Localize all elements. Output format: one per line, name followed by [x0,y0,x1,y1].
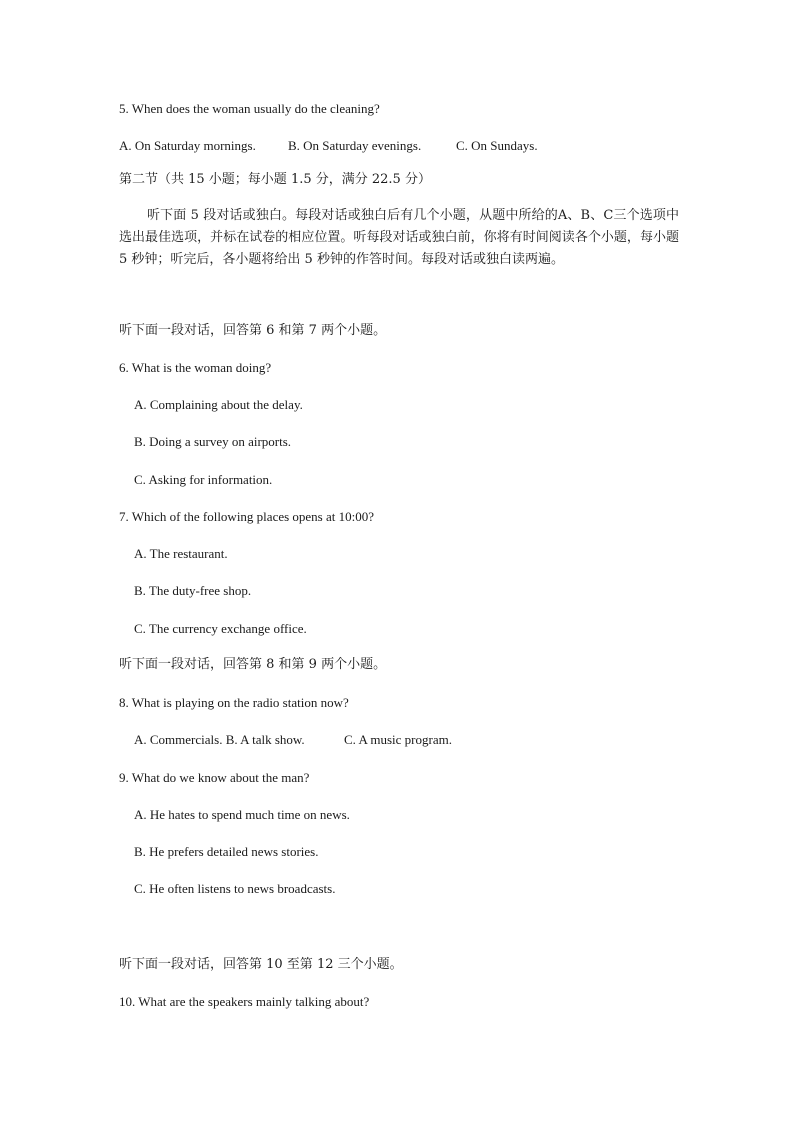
question-6-option-c: C. Asking for information. [134,472,273,487]
question-7-option-b: B. The duty-free shop. [134,583,252,598]
group-3-intro: 听下面一段对话，回答第 10 至第 12 三个小题。 [119,957,403,972]
question-7-option-c: C. The currency exchange office. [134,621,307,636]
question-7-option-a: A. The restaurant. [134,546,228,561]
question-9-option-c: C. He often listens to news broadcasts. [134,881,336,896]
question-10: 10. What are the speakers mainly talking about? [119,994,370,1009]
question-5-option-c: C. On Sundays. [456,138,538,153]
question-8: 8. What is playing on the radio station now? [119,695,349,710]
question-9-option-a: A. He hates to spend much time on news. [134,807,350,822]
question-6-option-a: A. Complaining about the delay. [134,397,303,412]
question-6-option-b: B. Doing a survey on airports. [134,434,292,449]
question-7: 7. Which of the following places opens at 10:00? [119,509,375,524]
question-5-option-a: A. On Saturday mornings. [119,138,256,153]
group-2-intro: 听下面一段对话，回答第 8 和第 9 两个小题。 [119,657,387,672]
question-9-option-b: B. He prefers detailed news stories. [134,844,319,859]
question-8-option-c: C. A music program. [344,732,452,747]
question-5: 5. When does the woman usually do the cleaning? [119,101,380,116]
section-2-instructions: 听下面 5 段对话或独白。每段对话或独白后有几个小题，从题中所给的A、B、C三个选项中选出最佳选项，并标在试卷的相应位置。听每段对话或独白前，你将有时间阅读各个小题，每小题 5 秒钟；听完后，各小题将给出 5 秒钟的作答时间。每段对话或独白读两遍。 [119,208,679,267]
question-6: 6. What is the woman doing? [119,360,272,375]
section-2-heading: 第二节（共 15 小题；每小题 1.5 分，满分 22.5 分） [119,172,431,187]
question-8-option-ab: A. Commercials. B. A talk show. [134,732,305,747]
question-9: 9. What do we know about the man? [119,770,310,785]
group-1-intro: 听下面一段对话，回答第 6 和第 7 两个小题。 [119,323,387,338]
question-5-option-b: B. On Saturday evenings. [288,138,422,153]
